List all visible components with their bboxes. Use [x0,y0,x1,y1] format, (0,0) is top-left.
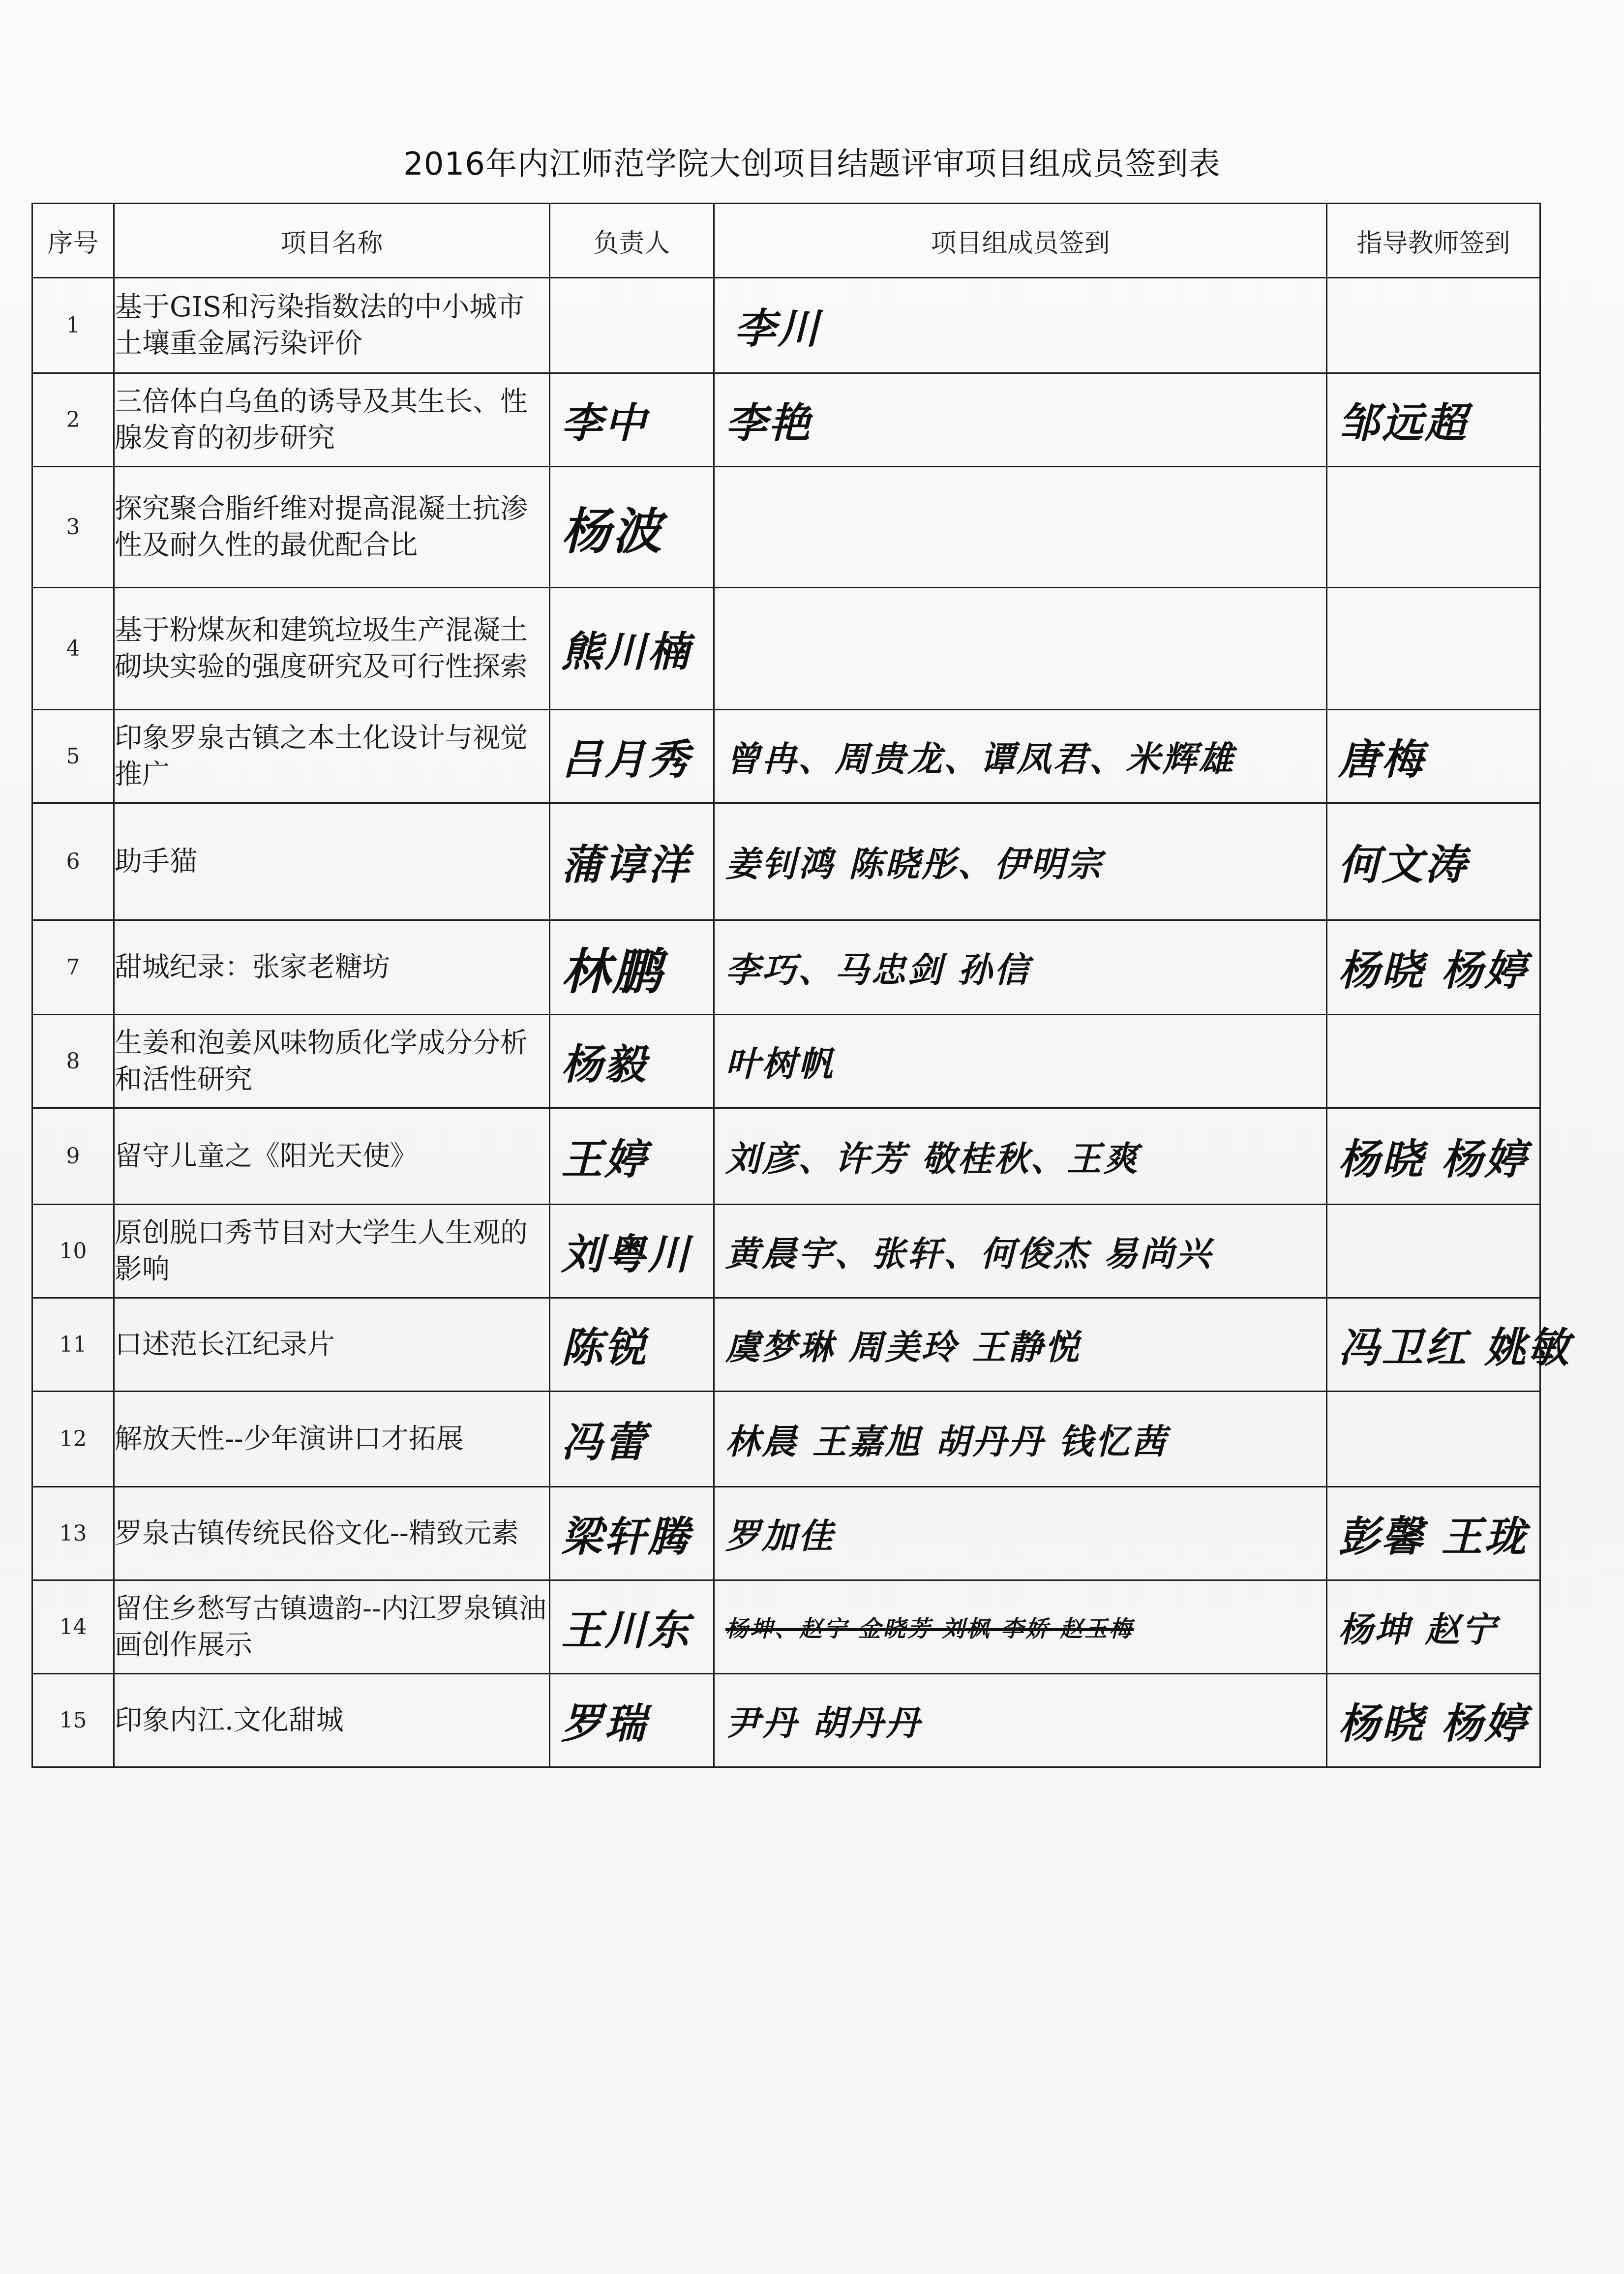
row-number: 1 [32,278,114,373]
table-row [32,588,1540,710]
project-name: 探究聚合脂纤维对提高混凝土抗渗性及耐久性的最优配合比 [114,467,550,588]
project-name: 印象罗泉古镇之本土化设计与视觉推广 [114,710,550,803]
leader-signature: 吕月秀 [550,710,714,803]
header-no: 序号 [32,204,114,278]
members-signature: 李川 [714,278,1327,373]
row-number: 9 [32,1108,114,1205]
row-number: 6 [32,803,114,920]
advisor-signature: 杨坤 赵宁 [1327,1580,1540,1674]
table-row [32,710,1540,803]
advisor-signature: 杨晓 杨婷 [1327,1674,1540,1767]
row-number: 2 [32,373,114,467]
project-name: 罗泉古镇传统民俗文化--精致元素 [114,1487,550,1580]
advisor-signature [1327,1205,1540,1298]
project-name: 解放天性--少年演讲口才拓展 [114,1392,550,1487]
table-row [32,920,1540,1015]
members-signature: 罗加佳 [714,1487,1327,1580]
sign-in-table [31,203,1571,1768]
project-name: 原创脱口秀节目对大学生人生观的影响 [114,1205,550,1298]
leader-signature: 蒲谆洋 [550,803,714,920]
table-row [32,373,1540,467]
members-signature: 虞梦琳 周美玲 王静悦 [714,1298,1327,1392]
leader-signature [550,278,714,373]
page-title: 2016年内江师范学院大创项目结题评审项目组成员签到表 [403,146,1221,182]
members-signature [714,588,1327,710]
members-signature: 曾冉、周贵龙、谭凤君、米辉雄 [714,710,1327,803]
leader-signature: 王川东 [550,1580,714,1674]
advisor-signature [1327,467,1540,588]
project-name: 口述范长江纪录片 [114,1298,550,1392]
advisor-signature: 冯卫红 姚敏 [1327,1298,1540,1392]
advisor-signature: 彭馨 王珑 [1327,1487,1540,1580]
members-signature: 黄晨宇、张轩、何俊杰 易尚兴 [714,1205,1327,1298]
row-number: 11 [32,1298,114,1392]
header-leader: 负责人 [550,204,714,278]
project-name: 印象内江.文化甜城 [114,1674,550,1767]
table-row [32,278,1540,373]
advisor-signature: 何文涛 [1327,803,1540,920]
members-signature [714,467,1327,588]
row-number: 4 [32,588,114,710]
advisor-signature: 邹远超 [1327,373,1540,467]
project-name: 甜城纪录：张家老糖坊 [114,920,550,1015]
project-name: 基于粉煤灰和建筑垃圾生产混凝土砌块实验的强度研究及可行性探索 [114,588,550,710]
table-row [32,1392,1540,1487]
table-row [32,467,1540,588]
leader-signature: 陈锐 [550,1298,714,1392]
row-number: 3 [32,467,114,588]
header-members: 项目组成员签到 [714,204,1327,278]
leader-signature: 冯蕾 [550,1392,714,1487]
project-name: 基于GIS和污染指数法的中小城市土壤重金属污染评价 [114,278,550,373]
advisor-signature [1327,1392,1540,1487]
row-number: 8 [32,1015,114,1108]
project-name: 助手猫 [114,803,550,920]
leader-signature: 杨毅 [550,1015,714,1108]
advisor-signature [1327,588,1540,710]
members-signature: 尹丹 胡丹丹 [714,1674,1327,1767]
advisor-signature: 杨晓 杨婷 [1327,1108,1540,1205]
row-number: 13 [32,1487,114,1580]
leader-signature: 刘粤川 [550,1205,714,1298]
project-name: 三倍体白乌鱼的诱导及其生长、性腺发育的初步研究 [114,373,550,467]
project-name: 留住乡愁写古镇遗韵--内江罗泉镇油画创作展示 [114,1580,550,1674]
advisor-signature: 唐梅 [1327,710,1540,803]
members-signature: 姜钊鸿 陈晓彤、伊明宗 [714,803,1327,920]
members-signature: 叶树帆 [714,1015,1327,1108]
table-row [32,1298,1540,1392]
leader-signature: 王婷 [550,1108,714,1205]
members-signature: 李巧、马忠剑 孙信 [714,920,1327,1015]
members-signature: 李艳 [714,373,1327,467]
table-header-row [32,204,1540,278]
leader-signature: 梁轩腾 [550,1487,714,1580]
table-row [32,1015,1540,1108]
leader-signature: 杨波 [550,467,714,588]
row-number: 5 [32,710,114,803]
advisor-signature [1327,278,1540,373]
row-number: 12 [32,1392,114,1487]
leader-signature: 李中 [550,373,714,467]
table-row [32,803,1540,920]
leader-signature: 熊川楠 [550,588,714,710]
table-row [32,1205,1540,1298]
members-signature: 刘彦、许芳 敬桂秋、王爽 [714,1108,1327,1205]
table-row [32,1674,1540,1767]
row-number: 14 [32,1580,114,1674]
members-signature: 林晨 王嘉旭 胡丹丹 钱忆茜 [714,1392,1327,1487]
row-number: 10 [32,1205,114,1298]
leader-signature: 罗瑞 [550,1674,714,1767]
project-name: 生姜和泡姜风味物质化学成分分析和活性研究 [114,1015,550,1108]
row-number: 15 [32,1674,114,1767]
header-project-name: 项目名称 [114,204,550,278]
table-row [32,1108,1540,1205]
table-row [32,1580,1540,1674]
advisor-signature [1327,1015,1540,1108]
header-advisor: 指导教师签到 [1327,204,1540,278]
project-name: 留守儿童之《阳光天使》 [114,1108,550,1205]
row-number: 7 [32,920,114,1015]
leader-signature: 林鹏 [550,920,714,1015]
members-signature: 杨坤、赵宁 金晓芳 刘枫 李娇 赵玉梅 [714,1580,1327,1674]
table-row [32,1487,1540,1580]
advisor-signature: 杨晓 杨婷 [1327,920,1540,1015]
